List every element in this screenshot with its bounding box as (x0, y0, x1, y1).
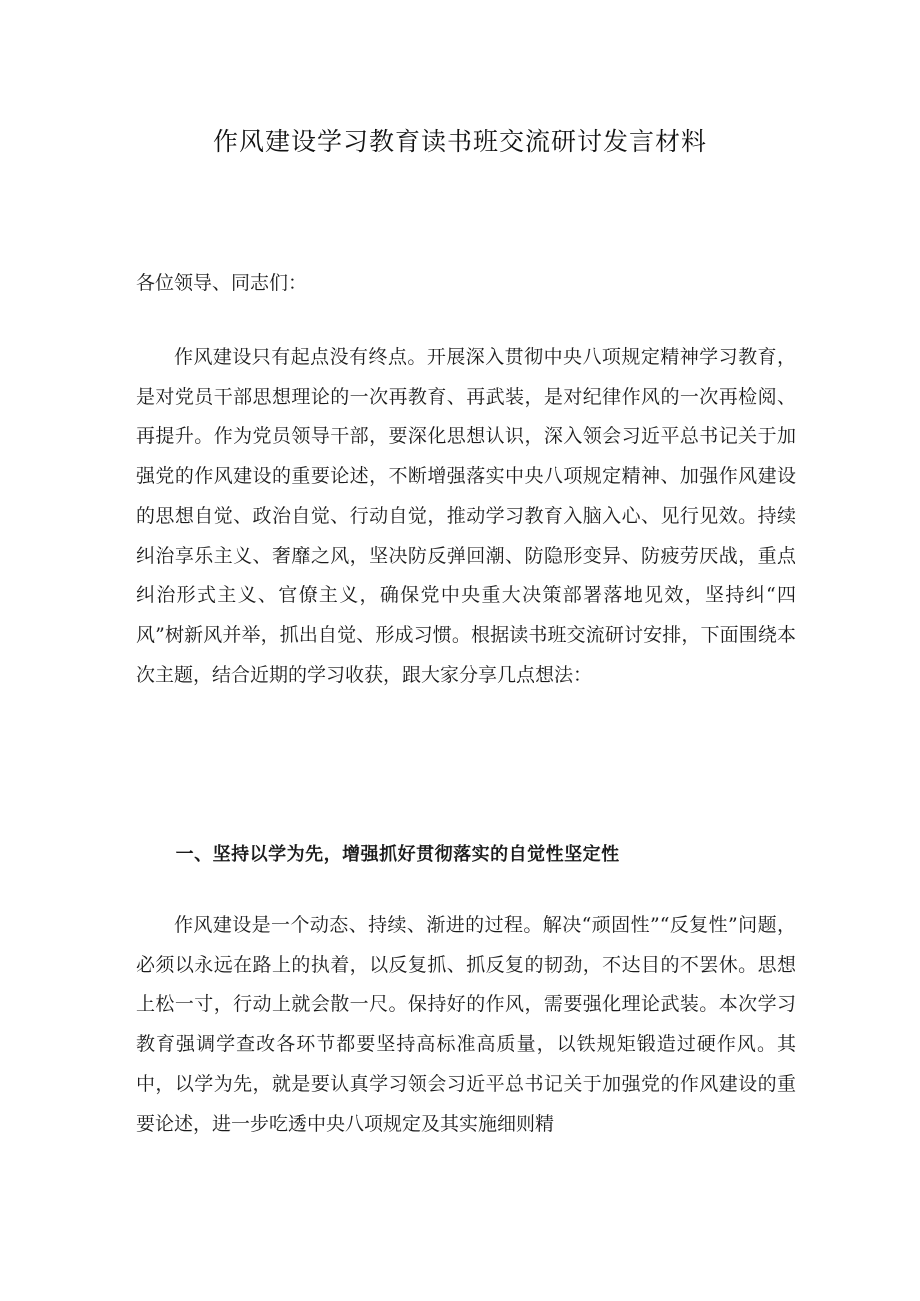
document-title: 作风建设学习教育读书班交流研讨发言材料 (212, 127, 707, 156)
intro-paragraph: 作风建设只有起点没有终点。开展深入贯彻中央八项规定精神学习教育，是对党员干部思想理论的一次再教育、再武装，是对纪律作风的一次再检阅、再提升。作为党员领导干部，要深化思想认识，深入领会习近平总书记关于加强党的作风建设的重要论述，不断增强落实中央八项规定精神、加强作风建设的思想自觉、政治自觉、行动自觉，推动学习教育入脑入心、见行见效。持续纠治享乐主义、奢靡之风，坚决防反弹回潮、防隐形变异、防疲劳厌战，重点纠治形式主义、官僚主义，确保党中央重大决策部署落地见效，坚持纠“四风”树新风并举，抓出自觉、形成习惯。根据读书班交流研讨安排，下面围绕本次主题，结合近期的学习收获，跟大家分享几点想法： (136, 346, 796, 686)
section-heading-1: 一、坚持以学为先，增强抓好贯彻落实的自觉性坚定性 (175, 844, 620, 865)
salutation: 各位领导、同志们： (136, 272, 308, 294)
section-1-paragraph: 作风建设是一个动态、持续、渐进的过程。解决“顽固性”“反复性”问题，必须以永远在路上的执着，以反复抓、抓反复的韧劲，不达目的不罢休。思想上松一寸，行动上就会散一尺。保持好的作风，需要强化理论武装。本次学习教育强调学查改各环节都要坚持高标准高质量，以铁规矩锻造过硬作风。其中，以学为先，就是要认真学习领会习近平总书记关于加强党的作风建设的重要论述，进一步吃透中央八项规定及其实施细则精 (136, 914, 796, 1135)
